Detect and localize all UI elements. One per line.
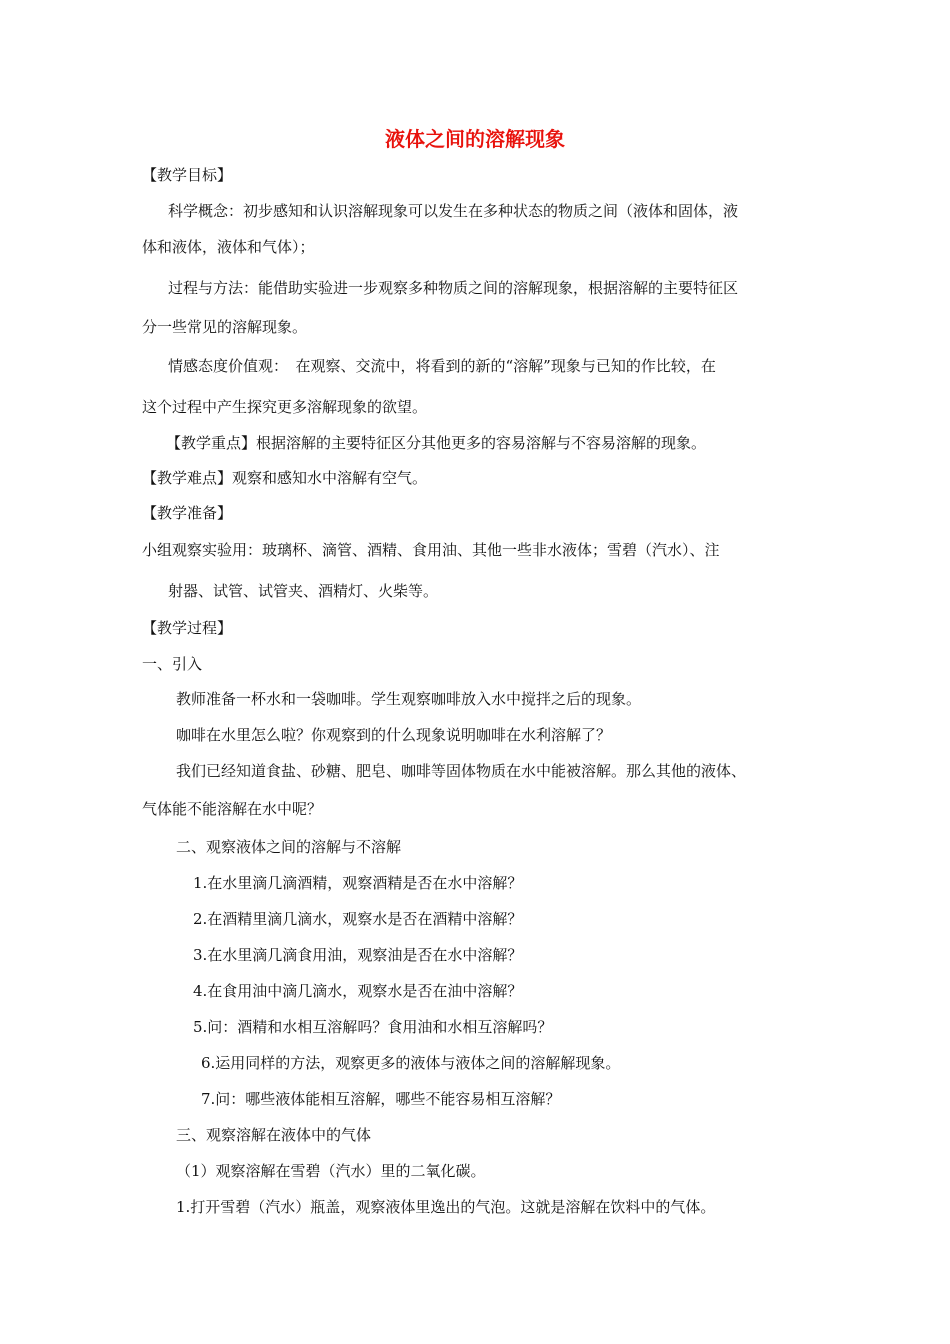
heading-difficult-points: 【教学难点】观察和感知水中溶解有空气。 [142, 469, 428, 487]
paragraph-line: 气体能不能溶解在水中呢？ [142, 800, 323, 818]
paragraph-line: 射器、试管、试管夹、酒精灯、火柴等。 [168, 582, 439, 600]
paragraph-line: 小组观察实验用：玻璃杯、滴管、酒精、食用油、其他一些非水液体；雪碧（汽水）、注 [142, 541, 720, 559]
section-heading: 一、引入 [142, 655, 203, 673]
paragraph-line: 科学概念：初步感知和认识溶解现象可以发生在多种状态的物质之间（液体和固体，液 [168, 202, 739, 220]
paragraph-line: 体和液体，液体和气体）； [142, 238, 315, 256]
heading-key-points: 【教学重点】根据溶解的主要特征区分其他更多的容易溶解与不容易溶解的现象。 [166, 434, 707, 452]
heading-teaching-process: 【教学过程】 [142, 619, 233, 637]
paragraph-line: 情感态度价值观： 在观察、交流中，将看到的新的“溶解”现象与已知的作比较，在 [168, 357, 716, 375]
paragraph-line: 我们已经知道食盐、砂糖、肥皂、咖啡等固体物质在水中能被溶解。那么其他的液体、 [176, 762, 747, 780]
heading-preparation: 【教学准备】 [142, 504, 233, 522]
heading-teaching-goals: 【教学目标】 [142, 166, 233, 184]
paragraph-line: 过程与方法：能借助实验进一步观察多种物质之间的溶解现象，根据溶解的主要特征区 [168, 279, 739, 297]
list-item: 7.问：哪些液体能相互溶解，哪些不能容易相互溶解？ [201, 1090, 561, 1108]
section-heading: 三、观察溶解在液体中的气体 [176, 1126, 372, 1144]
subsection-heading: （1）观察溶解在雪碧（汽水）里的二氧化碳。 [176, 1162, 486, 1180]
list-item: 3.在水里滴几滴食用油，观察油是否在水中溶解？ [193, 946, 523, 964]
list-item: 2.在酒精里滴几滴水，观察水是否在酒精中溶解？ [193, 910, 523, 928]
list-item: 1.打开雪碧（汽水）瓶盖，观察液体里逸出的气泡。这就是溶解在饮料中的气体。 [176, 1198, 716, 1216]
document-title: 液体之间的溶解现象 [385, 127, 565, 151]
paragraph-line: 分一些常见的溶解现象。 [142, 318, 308, 336]
list-item: 4.在食用油中滴几滴水，观察水是否在油中溶解？ [193, 982, 523, 1000]
paragraph-line: 咖啡在水里怎么啦？你观察到的什么现象说明咖啡在水利溶解了？ [176, 726, 612, 744]
section-heading: 二、观察液体之间的溶解与不溶解 [176, 838, 402, 856]
paragraph-line: 这个过程中产生探究更多溶解现象的欲望。 [142, 398, 428, 416]
list-item: 1.在水里滴几滴酒精，观察酒精是否在水中溶解？ [193, 874, 523, 892]
list-item: 5.问：酒精和水相互溶解吗？食用油和水相互溶解吗？ [193, 1018, 553, 1036]
list-item: 6.运用同样的方法，观察更多的液体与液体之间的溶解解现象。 [201, 1054, 621, 1072]
paragraph-line: 教师准备一杯水和一袋咖啡。学生观察咖啡放入水中搅拌之后的现象。 [176, 690, 642, 708]
